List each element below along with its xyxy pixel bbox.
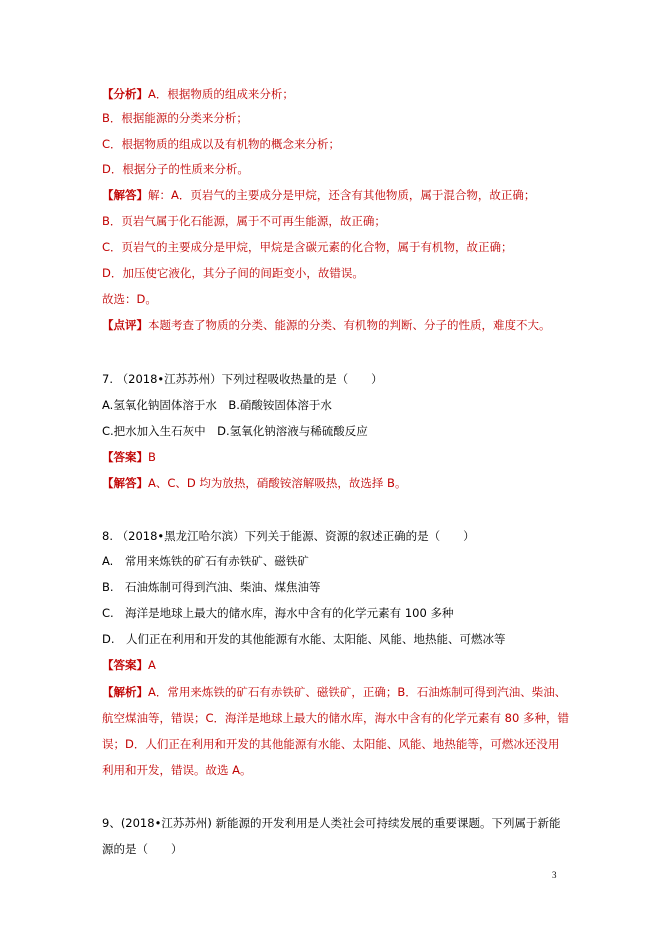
answer-tag: 【答案】 xyxy=(102,658,148,672)
q8-option-c: C. 海洋是地球上最大的储水库，海水中含有的化学元素有 100 多种 xyxy=(102,606,454,620)
q6-solution-line: 【解答】解：A．页岩气的主要成分是甲烷，还含有其他物质，属于混合物，故正确； xyxy=(102,188,536,202)
answer-tag: 【答案】 xyxy=(102,450,148,464)
q8-answer-line: 【答案】A xyxy=(102,658,156,672)
q7-stem: 7. （2018•江苏苏州）下列过程吸收热量的是（ ） xyxy=(102,372,383,386)
q8-stem: 8. （2018•黑龙江哈尔滨）下列关于能源、资源的叙述正确的是（ ） xyxy=(102,529,475,543)
q8-option-d: D. 人们正在利用和开发的其他能源有水能、太阳能、风能、地热能、可燃冰等 xyxy=(102,632,506,646)
q6-choose: 故选：D。 xyxy=(102,292,157,306)
q6-solution-b: B．页岩气属于化石能源，属于不可再生能源，故正确； xyxy=(102,214,386,228)
q6-solution-d: D．加压使它液化，其分子间的间距变小，故错误。 xyxy=(102,266,364,280)
analysis-tag: 【解析】 xyxy=(102,685,148,699)
solution-tag: 【解答】 xyxy=(102,476,148,490)
q7-options-cd: C.把水加入生石灰中 D.氢氧化钠溶液与稀硫酸反应 xyxy=(102,424,368,438)
q9-stem-line-1: 9、(2018•江苏苏州) 新能源的开发利用是人类社会可持续发展的重要课题。下列属于新能 xyxy=(102,816,561,830)
comment-tag: 【点评】 xyxy=(102,318,148,332)
q8-option-b: B. 石油炼制可得到汽油、柴油、煤焦油等 xyxy=(102,580,321,594)
q8-analysis-line-2: 航空煤油等，错误；C．海洋是地球上最大的储水库，海水中含有的化学元素有 80 多种，错 xyxy=(102,711,569,725)
q6-analysis-line: 【分析】A．根据物质的组成来分析； xyxy=(102,87,294,101)
solution-tag: 【解答】 xyxy=(102,188,148,202)
q7-answer-line: 【答案】B xyxy=(102,450,156,464)
q6-solution-c: C．页岩气的主要成分是甲烷，甲烷是含碳元素的化合物，属于有机物，故正确； xyxy=(102,240,513,254)
q9-stem-line-2: 源的是（ ） xyxy=(102,842,183,856)
q8-analysis-line-1: 【解析】A．常用来炼铁的矿石有赤铁矿、磁铁矿，正确；B．石油炼制可得到汽油、柴油、 xyxy=(102,685,567,699)
q8-option-a: A. 常用来炼铁的矿石有赤铁矿、磁铁矿 xyxy=(102,554,309,568)
q6-analysis-d: D．根据分子的性质来分析。 xyxy=(102,162,249,176)
q8-analysis-line-3: 误；D．人们正在利用和开发的其他能源有水能、太阳能、风能、地热能等，可燃冰还没用 xyxy=(102,737,560,751)
q6-comment-line: 【点评】本题考查了物质的分类、能源的分类、有机物的判断、分子的性质，难度不大。 xyxy=(102,318,551,332)
page-number: 3 xyxy=(552,870,557,880)
q7-solution-line: 【解答】A、C、D 均为放热，硝酸铵溶解吸热，故选择 B。 xyxy=(102,476,407,490)
q6-analysis-c: C．根据物质的组成以及有机物的概念来分析； xyxy=(102,137,341,151)
q6-analysis-b: B．根据能源的分类来分析； xyxy=(102,111,248,125)
q7-options-ab: A.氢氧化钠固体溶于水 B.硝酸铵固体溶于水 xyxy=(102,398,332,412)
analysis-tag: 【分析】 xyxy=(102,87,148,101)
q8-analysis-line-4: 利用和开发，错误。故选 A。 xyxy=(102,763,252,777)
